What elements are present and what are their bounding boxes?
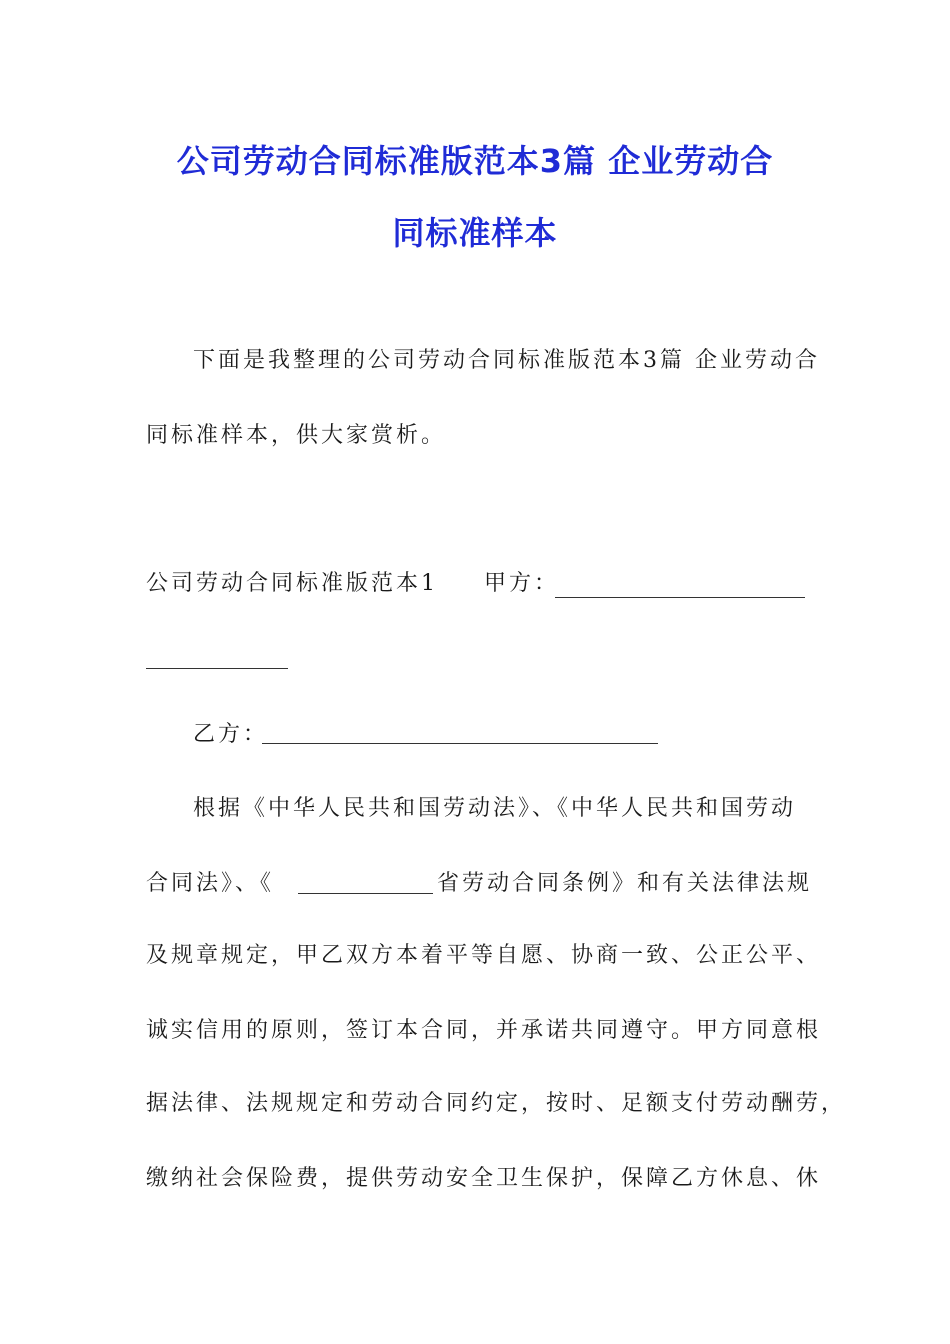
party-b-blank bbox=[262, 742, 658, 744]
body-line-1: 根据《中华人民共和国劳动法》、《中华人民共和国劳动 bbox=[193, 796, 797, 821]
intro-line-2: 同标准样本，供大家赏析。 bbox=[146, 423, 447, 448]
intro-line-1: 下面是我整理的公司劳动合同标准版范本3篇 企业劳动合 bbox=[193, 348, 820, 373]
body-line-2-end: 省劳动合同条例》和有关法律法规 bbox=[437, 871, 813, 896]
body-line-2-start: 合同法》、《 bbox=[146, 871, 275, 896]
document-title-line-1: 公司劳动合同标准版范本3篇 企业劳动合 bbox=[176, 142, 774, 180]
party-a-label: 甲方： bbox=[484, 571, 560, 596]
province-blank bbox=[298, 892, 433, 894]
body-line-6: 缴纳社会保险费，提供劳动安全卫生保护，保障乙方休息、休 bbox=[146, 1166, 822, 1191]
party-a-blank-continued bbox=[146, 667, 288, 669]
document-title-line-2: 同标准样本 bbox=[392, 214, 558, 252]
body-line-5: 据法律、法规规定和劳动合同约定，按时、足额支付劳动酬劳， bbox=[146, 1091, 847, 1116]
body-line-4: 诚实信用的原则，签订本合同，并承诺共同遵守。甲方同意根 bbox=[146, 1018, 822, 1043]
party-b-label: 乙方： bbox=[193, 722, 269, 747]
body-line-3: 及规章规定，甲乙双方本着平等自愿、协商一致、公正公平、 bbox=[146, 943, 822, 968]
party-a-blank bbox=[555, 596, 805, 598]
sample-heading: 公司劳动合同标准版范本1 bbox=[146, 571, 438, 596]
